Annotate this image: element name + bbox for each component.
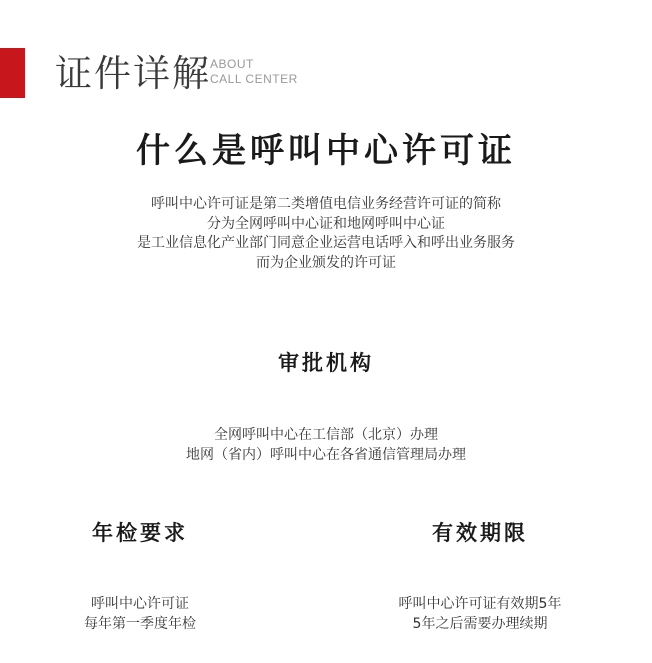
validity-text: [370, 594, 590, 634]
validity-line: 呼叫中心许可证有效期5年: [398, 596, 562, 612]
description-block: [0, 195, 652, 273]
annual-check-line: 呼叫中心许可证: [91, 596, 189, 612]
description-line: 分为全网呼叫中心证和地网呼叫中心证: [207, 215, 445, 232]
page-title: 什么是呼叫中心许可证: [136, 131, 516, 171]
section-header-title: 证件详解: [55, 52, 211, 95]
annual-check-line: 每年第一季度年检: [84, 616, 196, 632]
section-header-subtitle: [210, 57, 298, 87]
annual-check-text: [40, 594, 240, 634]
accent-bar: [0, 48, 25, 98]
approval-line: 地网（省内）呼叫中心在各省通信管理局办理: [186, 447, 466, 463]
validity-heading: 有效期限: [432, 521, 528, 545]
approval-line: 全网呼叫中心在工信部（北京）办理: [214, 427, 438, 443]
subtitle-line-call-center: CALL CENTER: [210, 72, 298, 86]
approval-text: [0, 425, 652, 465]
description-line: 而为企业颁发的许可证: [256, 254, 396, 271]
validity-line: 5年之后需要办理续期: [412, 616, 548, 632]
description-line: 呼叫中心许可证是第二类增值电信业务经营许可证的简称: [151, 196, 501, 212]
approval-heading: 审批机构: [278, 351, 374, 375]
description-line: 是工业信息化产业部门同意企业运营电话呼入和呼出业务服务: [137, 235, 515, 251]
subtitle-line-about: ABOUT: [210, 57, 254, 71]
annual-check-heading: 年检要求: [92, 521, 188, 545]
